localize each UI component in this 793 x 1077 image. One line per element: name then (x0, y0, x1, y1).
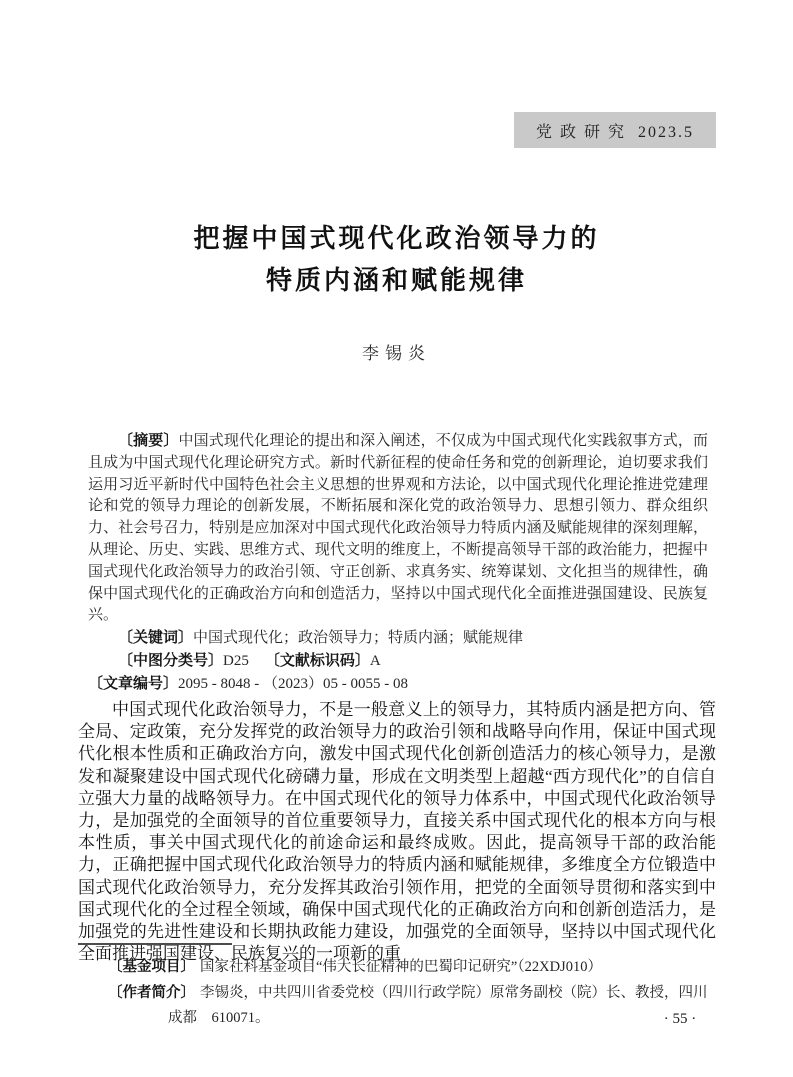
title-line-1: 把握中国式现代化政治领导力的 (193, 224, 600, 253)
journal-header-box (514, 112, 716, 148)
title-line-2: 特质内涵和赋能规律 (265, 266, 527, 295)
doc-code-value: A (369, 652, 381, 669)
keywords-line (88, 627, 708, 650)
clc-label: 〔中图分类号〕 (118, 651, 224, 669)
clc-group (118, 653, 249, 669)
footnote-fund-project (108, 955, 716, 981)
journal-header-text: 党 政 研 究 2023.5 (535, 123, 694, 141)
footnote-author-bio (108, 981, 722, 1032)
keywords-text: 中国式现代化；政治领导力；特质内涵；赋能规律 (193, 630, 524, 647)
meta-line (88, 650, 708, 696)
page-number: · 55 · (663, 1011, 697, 1027)
body-paragraph: 中国式现代化政治领导力，不是一般意义上的领导力，其特质内涵是把方向、管全局、定政策，充分发挥党的政治领导力的政治引领和战略导向作用，保证中国式现代化根本性质和正确政治方向，激发中国式现代化创新创造活力的核心领导力，是激发和凝聚建设中国式现代化磅礴力量，形成在文明类型上超越“西方现代化”的自信自立强大力量的战略领导力。在中国式现代化的领导力体系中，中国式现代化政治领导力，是加强党的全面领导的首位重要领导力，直接关系中国式现代化的根本方向与根本性质，事关中国式现代化的前途命运和最终成败。因此，提高领导干部的政治能力，正确把握中国式现代化政治领导力的特质内涵和赋能规律，多维度全方位锻造中国式现代化政治领导力，充分发挥其政治引领作用，把党的全面领导贯彻和落实到中国式现代化的全过程全领域，确保中国式现代化的正确政治方向和创新创造活力，是加强党的先进性建设和长期执政能力建设，加强党的全面领导，坚持以中国式现代化全面推进强国建设、民族复兴的一项新的重 (78, 700, 716, 964)
footnote-divider (78, 943, 232, 945)
body-text (78, 699, 716, 965)
abstract-paragraph (88, 430, 708, 627)
abstract-label: 〔摘要〕 (118, 432, 179, 449)
footnotes (108, 955, 722, 1032)
front-matter (88, 430, 708, 696)
article-id-value: 2095 - 8048 - （2023）05 - 0055 - 08 (178, 675, 408, 692)
fund-project-label: 〔基金项目〕 (108, 959, 195, 975)
author-bio-text: 李锡炎，中共四川省委党校（四川行政学院）原常务副校（院）长、教授，四川 成都 610071。 (168, 984, 722, 1026)
author-bio-label: 〔作者简介〕 (108, 984, 195, 1001)
fund-project-text: 国家社科基金项目“伟大长征精神的巴蜀印记研究”（22XDJ010） (200, 959, 602, 975)
keywords-label: 〔关键词〕 (118, 629, 194, 647)
article-id-group (88, 676, 408, 692)
author-name: 李锡炎 (362, 344, 431, 363)
doc-code-label: 〔文献标识码〕 (264, 651, 370, 669)
clc-value: D25 (223, 652, 249, 669)
abstract-text: 中国式现代化理论的提出和深入阐述，不仅成为中国式现代化实践叙事方式，而且成为中国式现代化理论研究方式。新时代新征程的使命任务和党的创新理论，迫切要求我们运用习近平新时代中国特色社会主义思想的世界观和方法论，以中国式现代化理论推进党建理论和党的领导力理论的创新发展，不断拓展和深化党的政治领导力、思想引领力、群众组织力、社会号召力，特别是应加深对中国式现代化政治领导力特质内涵及赋能规律的深刻理解，从理论、历史、实践、思维方式、现代文明的维度上，不断提高领导干部的政治能力，把握中国式现代化政治领导力的政治引领、守正创新、求真务实、统筹谋划、文化担当的规律性，确保中国式现代化的正确政治方向和创造活力，坚持以中国式现代化全面推进强国建设、民族复兴。 (88, 433, 708, 624)
article-title (0, 218, 793, 302)
doc-code-group (265, 653, 381, 669)
article-id-label: 〔文章编号〕 (88, 674, 179, 692)
